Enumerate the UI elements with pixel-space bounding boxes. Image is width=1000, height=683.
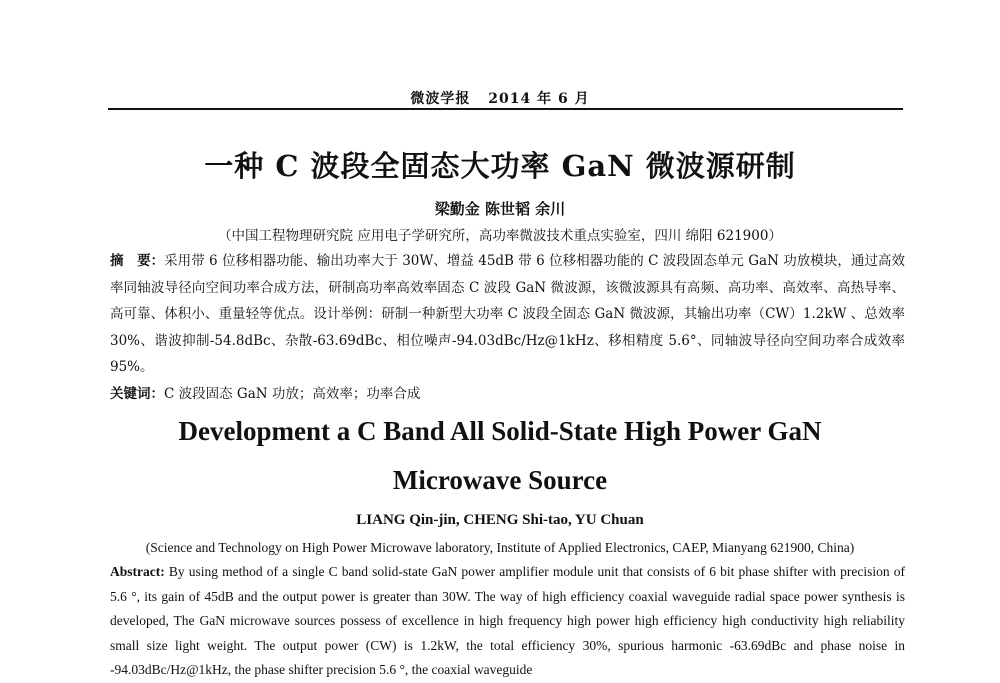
chinese-keywords-text: C 波段固态 GaN 功放；高效率；功率合成	[164, 386, 421, 402]
chinese-affiliation: （中国工程物理研究院 应用电子学研究所，高功率微波技术重点实验室，四川 绵阳 621900）	[218, 228, 782, 244]
english-abstract	[110, 560, 905, 683]
chinese-title: 一种 C 波段全固态大功率 GaN 微波源研制	[204, 149, 796, 183]
english-abstract-text: By using method of a single C band solid-state GaN power amplifier module unit that consists of 6 bit phase shifter with precision of 5.6 °, its gain of 45dB and the output power is greater than 30W. The way of high efficiency coaxial waveguide radial space power synthesis is developed, The GaN microwave sources possess of excellence in high frequency high power high efficiency high conductivity high reliability small size light weight. The output power (CW) is 1.2kW, the total efficiency 30%, spurious harmonic -63.69dBc and phase noise in -94.03dBc/Hz@1kHz, the phase shifter precision 5.6 °, the coaxial waveguide	[110, 564, 906, 677]
english-title-line-2: Microwave Source	[392, 465, 608, 495]
chinese-abstract	[110, 248, 905, 381]
journal-name: 微波学报	[410, 91, 471, 107]
running-header	[0, 88, 1000, 108]
chinese-keywords	[110, 382, 420, 402]
english-abstract-label: Abstract:	[110, 564, 165, 579]
chinese-abstract-label: 摘 要：	[110, 253, 165, 269]
chinese-authors: 梁勤金 陈世韬 余川	[434, 200, 566, 218]
chinese-abstract-text: 采用带 6 位移相器功能、输出功率大于 30W、增益 45dB 带 6 位移相器功能的 C 波段固态单元 GaN 功放模块，通过高效率同轴波导径向空间功率合成方法，研制高功率高效率固态 C 波段 GaN 微波源，该微波源具有高频、高功率、高效率、高热导率、高可靠、体积小、重量轻等优点。设计举例：研制一种新型大功率 C 波段全固态 GaN 微波源，其输出功率（CW）1.2kW 、总效率 30%、谐波抑制-54.8dBc、杂散-63.69dBc、相位噪声-94.03dBc/Hz@1kHz、移相精度 5.6°、同轴波导径向空间功率合成效率 95%。	[110, 253, 906, 375]
english-authors: LIANG Qin-jin, CHENG Shi-tao, YU Chuan	[356, 512, 644, 528]
chinese-keywords-label: 关键词：	[110, 386, 164, 402]
header-rule	[108, 108, 903, 110]
english-affiliation: (Science and Technology on High Power Microwave laboratory, Institute of Applied Electronics, CAEP, Mianyang 621900, China)	[145, 540, 855, 555]
issue-date: 2014 年 6 月	[488, 91, 590, 107]
english-title-line-1: Development a C Band All Solid-State High Power GaN	[178, 416, 822, 446]
